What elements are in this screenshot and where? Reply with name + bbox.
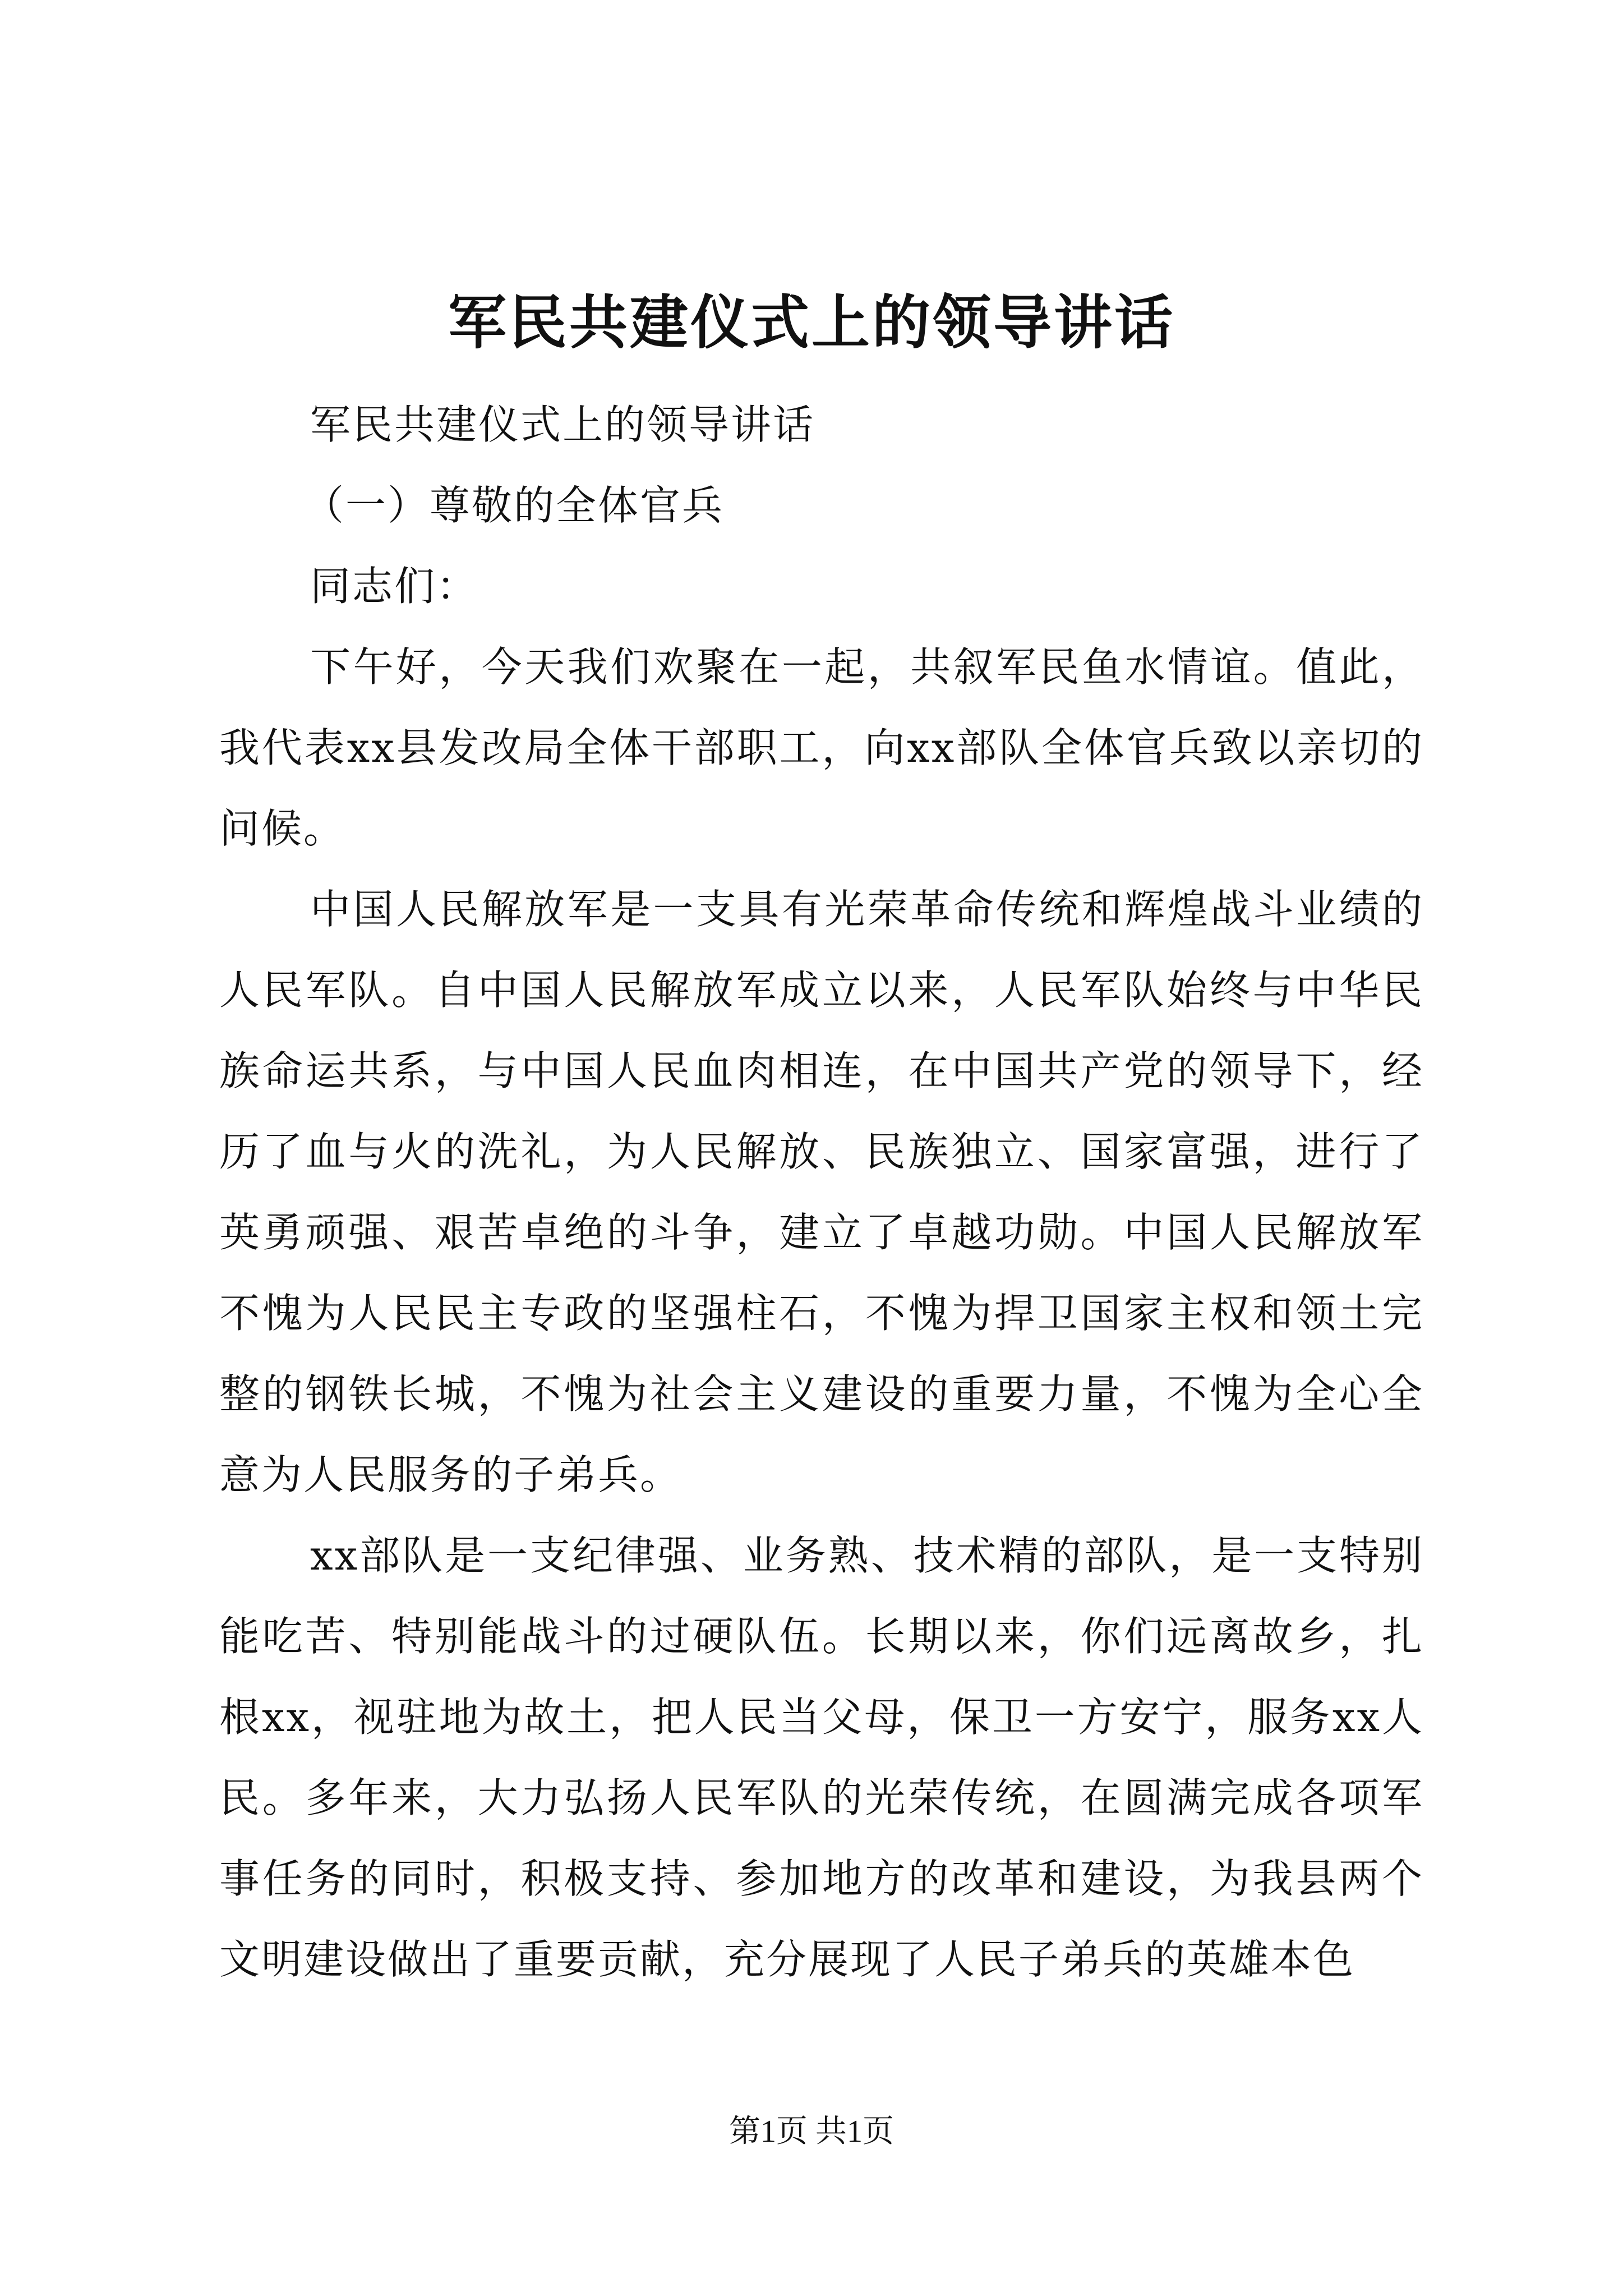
paragraph-pla-history: 中国人民解放军是一支具有光荣革命传统和辉煌战斗业绩的人民军队。自中国人民解放军成立以来，人民军队始终与中华民族命运共系，与中国人民血肉相连，在中国共产党的领导下，经历了血与火的洗礼，为人民解放、民族独立、国家富强，进行了英勇顽强、艰苦卓绝的斗争，建立了卓越功勋。中国人民解放军不愧为人民民主专政的坚强柱石，不愧为捍卫国家主权和领土完整的钢铁长城，不愧为社会主义建设的重要力量，不愧为全心全意为人民服务的子弟兵。 [219,886,1424,1498]
paragraph-heading: 军民共建仪式上的领导讲话 [310,401,815,448]
document-body [219,384,1424,2000]
document-title: 军民共建仪式上的领导讲话 [448,288,1175,357]
paragraph-section-label: （一）尊敬的全体官兵 [303,482,725,529]
paragraph-greeting: 下午好，今天我们欢聚在一起，共叙军民鱼水情谊。值此，我代表xx县发改局全体干部职工，向xx部队全体官兵致以亲切的问候。 [219,643,1424,852]
page-number-footer: 第1页 共1页 [729,2114,894,2149]
paragraph-salutation: 同志们： [310,563,479,610]
paragraph-unit-praise: xx部队是一支纪律强、业务熟、技术精的部队，是一支特别能吃苦、特别能战斗的过硬队伍。长期以来，你们远离故乡，扎根xx，视驻地为故土，把人民当父母，保卫一方安宁，服务xx人民。多年来，大力弘扬人民军队的光荣传统，在圆满完成各项军事任务的同时，积极支持、参加地方的改革和建设，为我县两个文明建设做出了重要贡献，充分展现了人民子弟兵的英雄本色 [219,1532,1424,1983]
